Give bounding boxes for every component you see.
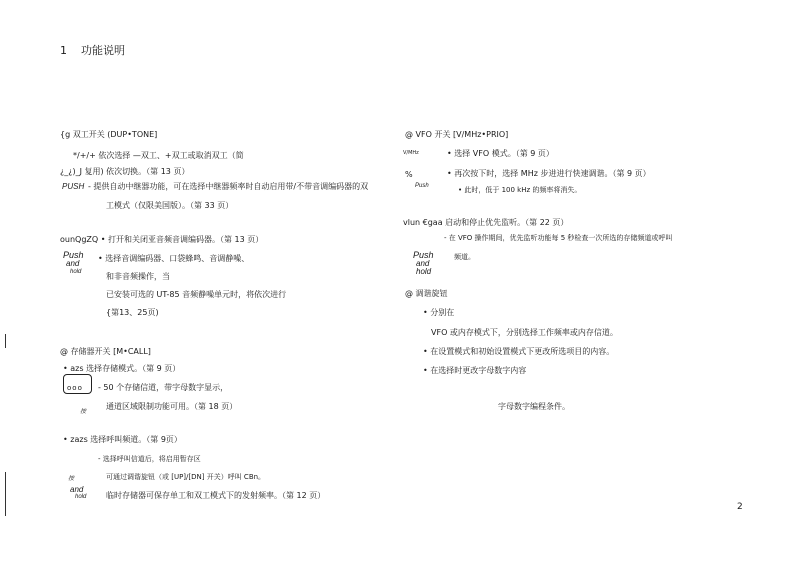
dup-line: */+/+ 依次选择 —双工、+双工或取消双工（简 — [73, 151, 244, 160]
dial-title: @ 调谐旋钮 — [405, 289, 448, 298]
hold-label: hold — [416, 267, 432, 276]
and-label: and — [70, 485, 84, 494]
vfo-line: • 此时，低于 100 kHz 的频率将消失。 — [458, 186, 582, 194]
dial-line: 字母数字编程条件。 — [498, 402, 570, 411]
tone-line: 和非音频操作，当 — [106, 272, 170, 281]
prio-line: 频道。 — [454, 253, 475, 261]
mcall-line: • zazs 选择呼叫频道。（第 9页） — [63, 435, 182, 444]
push-label: Push — [63, 250, 84, 260]
memory-key-ovals: ooo — [67, 384, 83, 392]
tone-line: 已安装可选的 UT-85 音频静噪单元时，将依次进行 — [106, 290, 287, 299]
dup-switch-title: {g 双工开关 (DUP•TONE] — [60, 130, 158, 139]
prio-title: vlun €gaa 启动和停止优先监听。（第 22 页） — [403, 218, 569, 227]
percent-label: % — [405, 170, 413, 179]
vfo-line: • 再次按下时，选择 MHz 步进进行快速调谐。（第 9 页） — [447, 169, 651, 178]
hold-label: hold — [70, 269, 82, 275]
page-number: 2 — [737, 502, 743, 512]
vfo-line: • 选择 VFO 模式。（第 9 页） — [447, 149, 554, 158]
prio-line: - 在 VFO 操作期间，优先监听功能每 5 秒检查一次所选的存储频道或呼叫 — [444, 234, 673, 242]
and-label: and — [416, 259, 430, 268]
dup-line: ¿_¿)_J 复用) 依次切换。（第 13 页） — [60, 167, 190, 176]
margin-mark — [5, 334, 6, 348]
press-label: 按 — [68, 476, 75, 482]
tone-title: ounQgZQ • 打开和关闭亚音频音调编码器。（第 13 页） — [60, 235, 264, 244]
push-label: Push — [415, 183, 429, 189]
dial-line: • 分别在 — [423, 308, 455, 317]
mcall-line: • azs 选择存储模式。（第 9 页） — [63, 364, 181, 373]
page-title: 功能说明 — [81, 44, 125, 57]
vfo-title: @ VFO 开关 [V/MHz•PRIO] — [405, 130, 509, 139]
margin-mark — [5, 472, 6, 516]
mcall-line: 通道区域限制功能可用。（第 18 页） — [106, 402, 238, 411]
push-label: Push — [413, 250, 434, 260]
tone-line: • 选择音调编码器、口袋蜂鸣、音调静噪、 — [98, 254, 250, 263]
section-number: 1 — [60, 44, 67, 57]
mcall-line: 临时存储器可保存单工和双工模式下的发射频率。（第 12 页） — [106, 491, 326, 500]
tone-line: {第13、25页) — [106, 308, 159, 317]
mcall-line: - 选择呼叫信道后，将启用暂存区 — [98, 455, 201, 463]
dial-line: • 在设置模式和初始设置模式下更改所选项目的内容。 — [423, 347, 615, 356]
dup-push-text: 工模式（仅限美国版）。（第 33 页） — [106, 201, 234, 210]
and-label: and — [66, 259, 80, 268]
dial-line: • 在选择时更改字母数字内容 — [423, 366, 527, 375]
mcall-line: 可通过调谐旋钮（或 [UP]/[DN] 开关）呼叫 CBn。 — [106, 473, 266, 481]
mcall-title: @ 存储器开关 [M•CALL] — [60, 347, 151, 356]
push-label: PUSH — [62, 182, 85, 191]
mcall-line: - 50 个存储信道，带字母数字显示， — [98, 383, 229, 392]
dup-push-text: - 提供自动中继器功能，可在选择中继器频率时自动启用带/不带音调编码器的双 — [88, 182, 369, 191]
hold-label: hold — [75, 494, 87, 500]
dial-line: VFO 或内存模式下，分别选择工作频率或内存信道。 — [431, 328, 618, 337]
press-label: 按 — [80, 409, 87, 415]
vmhz-label: V/MHz — [403, 150, 419, 156]
